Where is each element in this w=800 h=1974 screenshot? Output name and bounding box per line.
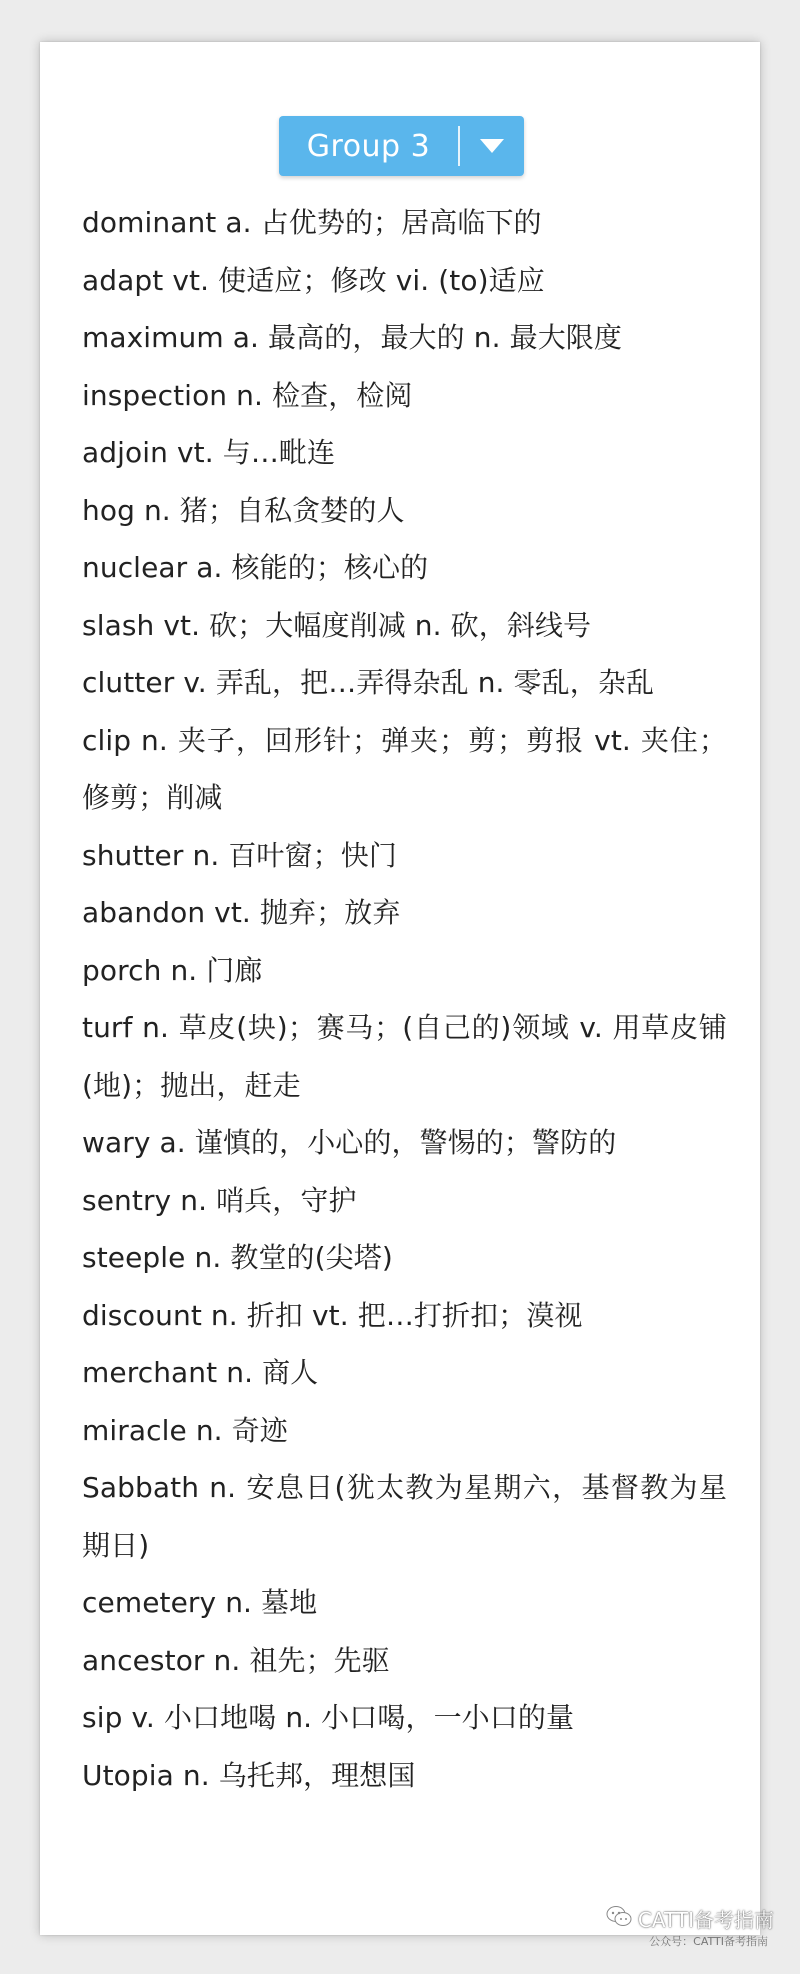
vocab-entry: sentry n. 哨兵，守护 [82, 1183, 357, 1217]
vocab-entry: Sabbath n. 安息日(犹太教为星期六，基督教为星期日) [82, 1471, 727, 1562]
vocab-entry: discount n. 折扣 vt. 把…打折扣；漠视 [82, 1298, 583, 1332]
vocab-entry: hog n. 猪；自私贪婪的人 [82, 493, 405, 527]
watermark [606, 1904, 774, 1933]
vocab-entry: ancestor n. 祖先；先驱 [82, 1643, 390, 1677]
vocab-entry: cemetery n. 墓地 [82, 1586, 318, 1619]
vocab-entry: adapt vt. 使适应；修改 vi. (to)适应 [82, 263, 545, 297]
vocabulary-card [40, 42, 760, 1935]
vocab-entry: steeple n. 教堂的(尖塔) [82, 1241, 393, 1274]
vocab-entry: merchant n. 商人 [82, 1356, 319, 1389]
chevron-down-icon[interactable] [460, 116, 524, 176]
vocab-entry: adjoin vt. 与…毗连 [82, 436, 336, 469]
vocab-entry: Utopia n. 乌托邦，理想国 [82, 1758, 416, 1792]
vocab-entry: slash vt. 砍；大幅度削减 n. 砍，斜线号 [82, 608, 592, 642]
watermark-text: CATTI备考指南 [637, 1908, 774, 1932]
group-selector-dropdown[interactable] [279, 116, 524, 176]
vocab-entry: maximum a. 最高的，最大的 n. 最大限度 [82, 321, 622, 354]
vocab-entry: nuclear a. 核能的；核心的 [82, 551, 429, 584]
vocab-entry: abandon vt. 抛弃；放弃 [82, 896, 401, 929]
vocab-entry: shutter n. 百叶窗；快门 [82, 838, 397, 872]
vocab-entry: dominant a. 占优势的；居高临下的 [82, 206, 542, 239]
vocab-entry: clutter v. 弄乱，把…弄得杂乱 n. 零乱，杂乱 [82, 666, 655, 699]
vocab-entry: miracle n. 奇迹 [82, 1413, 288, 1447]
group-label: Group 3 [306, 128, 431, 164]
vocab-entry: clip n. 夹子，回形针；弹夹；剪；剪报 vt. 夹住；修剪；削减 [82, 723, 727, 814]
vocabulary-list [82, 194, 727, 1804]
vocab-entry: sip v. 小口地喝 n. 小口喝，一小口的量 [82, 1701, 575, 1734]
vocab-entry: turf n. 草皮(块)；赛马；(自己的)领域 v. 用草皮铺(地)；抛出，赶走 [82, 1011, 727, 1102]
vocab-entry: inspection n. 检查，检阅 [82, 378, 413, 412]
watermark-subtext: 公众号：CATTI备考指南 [649, 1935, 768, 1948]
wechat-icon [606, 1905, 632, 1932]
vocab-entry: wary a. 谨慎的，小心的，警惕的；警防的 [82, 1126, 617, 1159]
vocab-entry: porch n. 门廊 [82, 953, 263, 987]
